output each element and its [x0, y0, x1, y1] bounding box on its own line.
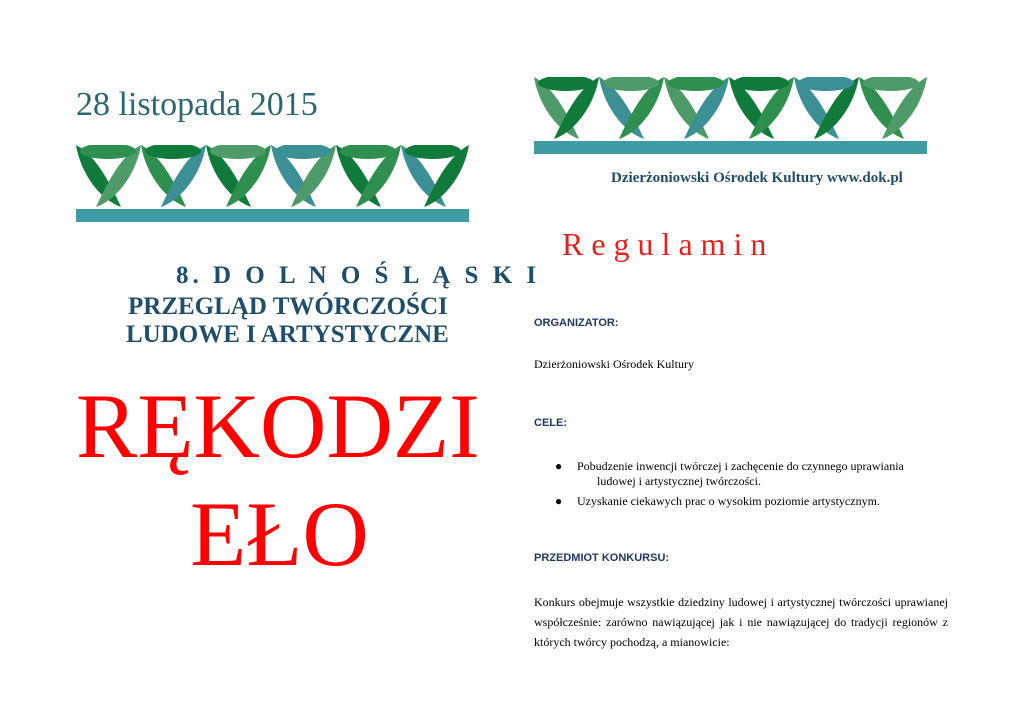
- leaf-ornament-left: [76, 145, 469, 222]
- big-title-line-2: EŁO: [190, 483, 369, 585]
- organizator-text: Dzierżoniowski Ośrodek Kultury: [534, 357, 694, 371]
- regulamin-heading: Regulamin: [562, 226, 775, 262]
- organizator-header: ORGANIZATOR:: [534, 317, 619, 329]
- title-line-3: LUDOWE I ARTYSTYCZNE: [126, 321, 449, 348]
- bullet-icon: ●: [555, 494, 563, 508]
- leaf-motifs: [76, 145, 469, 207]
- cele-item-1: Pobudzenie inwencji twórczej i zachęcenie do czynnego uprawiania: [577, 459, 904, 473]
- przedmiot-header: PRZEDMIOT KONKURSU:: [534, 552, 670, 564]
- bullet-icon: ●: [555, 459, 563, 473]
- cele-item-1-continued: ludowej i artystycznej twórczości.: [597, 474, 761, 488]
- leaf-ornament-right: [534, 77, 927, 154]
- title-line-2: PRZEGLĄD TWÓRCZOŚCI: [128, 293, 448, 320]
- event-date: 28 listopada 2015: [76, 86, 318, 123]
- big-title-line-1: RĘKODZI: [76, 375, 480, 477]
- cele-header: CELE:: [534, 417, 567, 429]
- leaf-motifs: [534, 77, 927, 139]
- teal-band: [534, 141, 927, 154]
- teal-band: [76, 209, 469, 222]
- przedmiot-text: Konkurs obejmuje wszystkie dziedziny ludowej i artystycznej twórczości uprawianej współcześnie: zarówno nawiązującej jak i nie nawiązującej do tradycji regionów z których twórcy pochodzą, a mianowicie:: [534, 595, 948, 649]
- title-line-1: 8. D O L N O Ś L Ą S K I: [176, 262, 541, 289]
- cele-item-2: Uzyskanie ciekawych prac o wysokim poziomie artystycznym.: [577, 494, 880, 508]
- organizer-line: Dzierżoniowski Ośrodek Kultury www.dok.pl: [611, 170, 903, 186]
